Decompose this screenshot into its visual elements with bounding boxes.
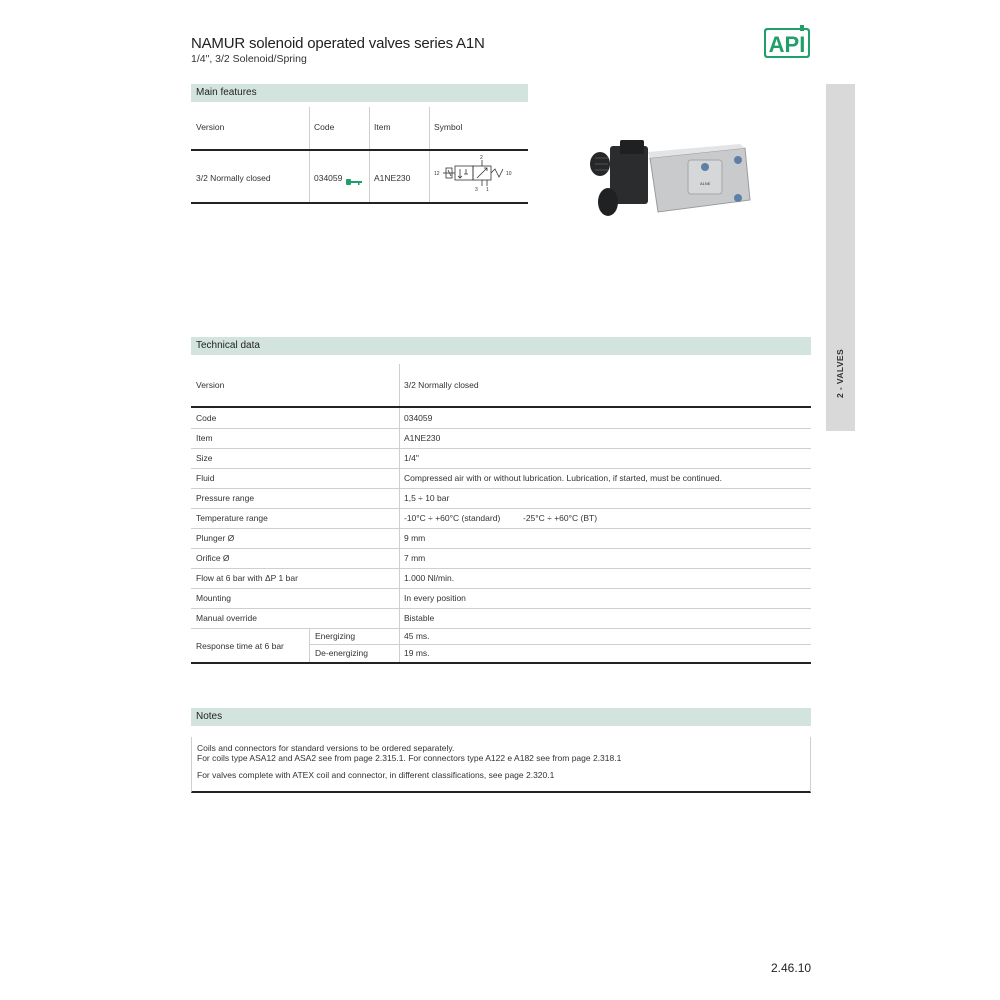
row-label: Temperature range bbox=[196, 513, 268, 523]
note-line: Coils and connectors for standard versions to be ordered separately. bbox=[197, 743, 455, 753]
row-value: 1.000 Nl/min. bbox=[404, 573, 455, 583]
table-row bbox=[191, 588, 811, 609]
table-row bbox=[191, 528, 811, 549]
features-version-value: 3/2 Normally closed bbox=[196, 173, 271, 183]
svg-text:API: API bbox=[768, 32, 806, 57]
energizing-label: Energizing bbox=[315, 631, 356, 641]
valve-symbol-icon bbox=[431, 154, 519, 197]
row-label: Item bbox=[196, 433, 213, 443]
note-line: For valves complete with ATEX coil and connector, in different classifications, see page 2.320.1 bbox=[197, 770, 555, 780]
main-features-table bbox=[191, 107, 528, 204]
table-row bbox=[191, 448, 811, 469]
row-value: 9 mm bbox=[404, 533, 426, 543]
technical-data-heading: Technical data bbox=[191, 337, 811, 355]
note-line: For coils type ASA12 and ASA2 see from page 2.315.1. For connectors type A122 e A182 see from page 2.318.1 bbox=[197, 753, 622, 763]
features-col-code: Code bbox=[314, 122, 335, 132]
row-value: Bistable bbox=[404, 613, 435, 623]
notes-heading: Notes bbox=[191, 708, 811, 726]
svg-text:12: 12 bbox=[434, 171, 440, 177]
table-row bbox=[191, 468, 811, 489]
row-value: Compressed air with or without lubrication. Lubrication, if started, must be continued. bbox=[404, 473, 722, 483]
row-label: Orifice Ø bbox=[196, 553, 230, 563]
row-value: 1/4" bbox=[404, 453, 419, 463]
table-row bbox=[191, 488, 811, 509]
svg-text:A1NE: A1NE bbox=[700, 181, 711, 186]
key-icon bbox=[346, 173, 362, 191]
row-value: -10°C ÷ +60°C (standard) bbox=[404, 513, 501, 523]
features-item-value: A1NE230 bbox=[374, 173, 411, 183]
row-label: Fluid bbox=[196, 473, 215, 483]
row-label: Code bbox=[196, 413, 217, 423]
row-label: Mounting bbox=[196, 593, 231, 603]
row-value-secondary: -25°C ÷ +60°C (BT) bbox=[523, 513, 598, 523]
svg-text:3: 3 bbox=[475, 187, 478, 192]
row-value: In every position bbox=[404, 593, 466, 603]
svg-text:1: 1 bbox=[486, 187, 489, 192]
table-row bbox=[191, 428, 811, 449]
tech-header-label: Version bbox=[196, 380, 225, 390]
technical-data-table bbox=[191, 364, 811, 664]
features-col-version: Version bbox=[196, 122, 225, 132]
row-value: 7 mm bbox=[404, 553, 426, 563]
row-value: 034059 bbox=[404, 413, 433, 423]
row-label: Manual override bbox=[196, 613, 257, 623]
row-label: Size bbox=[196, 453, 213, 463]
svg-text:2: 2 bbox=[480, 155, 483, 161]
response-time-row bbox=[191, 628, 309, 664]
tech-header-value: 3/2 Normally closed bbox=[404, 380, 479, 390]
table-row bbox=[191, 608, 811, 629]
side-tab-label: 2 - VALVES bbox=[834, 348, 845, 398]
features-col-item: Item bbox=[374, 122, 391, 132]
page-number: 2.46.10 bbox=[771, 961, 812, 975]
product-image bbox=[580, 130, 760, 230]
response-energizing-row bbox=[309, 628, 811, 645]
page-title: NAMUR solenoid operated valves series A1N bbox=[191, 35, 485, 52]
deenergizing-value: 19 ms. bbox=[404, 648, 430, 658]
table-row bbox=[191, 508, 811, 529]
features-col-symbol: Symbol bbox=[434, 122, 463, 132]
tech-header-row bbox=[191, 364, 811, 408]
row-value: 1,5 ÷ 10 bar bbox=[404, 493, 450, 503]
svg-text:10: 10 bbox=[506, 171, 512, 177]
features-code-value[interactable]: 034059 bbox=[314, 173, 343, 183]
table-row bbox=[191, 408, 811, 429]
deenergizing-label: De-energizing bbox=[315, 648, 368, 658]
api-logo bbox=[763, 25, 811, 59]
row-label: Plunger Ø bbox=[196, 533, 235, 543]
row-label: Flow at 6 bar with ΔP 1 bar bbox=[196, 573, 298, 583]
response-time-label: Response time at 6 bar bbox=[196, 641, 284, 651]
notes-box bbox=[191, 737, 811, 793]
section-side-tab bbox=[826, 84, 855, 431]
table-row bbox=[191, 548, 811, 569]
energizing-value: 45 ms. bbox=[404, 631, 430, 641]
response-deenergizing-row bbox=[309, 645, 811, 664]
page-subtitle: 1/4", 3/2 Solenoid/Spring bbox=[191, 53, 307, 65]
main-features-heading: Main features bbox=[191, 84, 528, 102]
row-value: A1NE230 bbox=[404, 433, 441, 443]
row-label: Pressure range bbox=[196, 493, 255, 503]
table-row bbox=[191, 568, 811, 589]
